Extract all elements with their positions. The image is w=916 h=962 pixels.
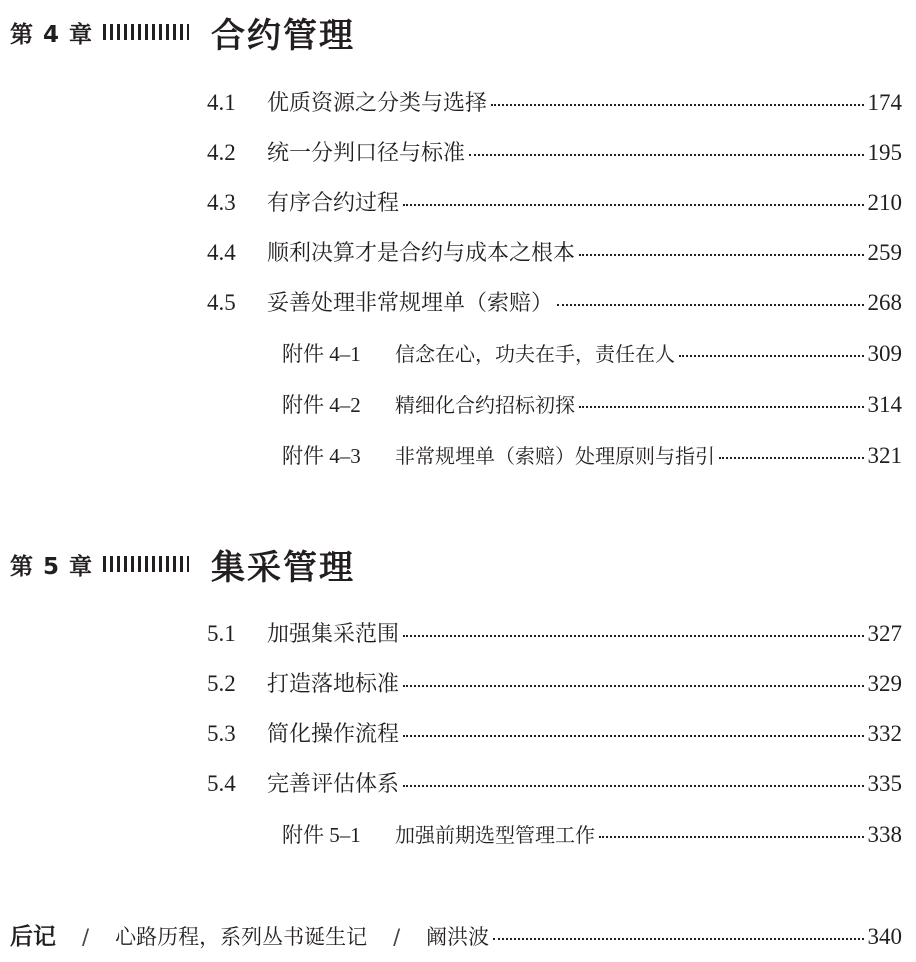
page-number: 332 [867, 721, 902, 746]
chapter-5-heading [10, 540, 355, 588]
page-number: 210 [867, 190, 902, 215]
page-number: 268 [867, 290, 902, 315]
toc-entry-4-1[interactable] [207, 86, 902, 118]
toc-attachment-4-2[interactable] [282, 389, 902, 421]
dot-leader [579, 406, 864, 408]
toc-entry-5-1[interactable] [207, 617, 902, 649]
dot-leader [403, 635, 863, 637]
dot-leader [579, 254, 863, 256]
section-title: 顺利决算才是合约与成本之根本 [267, 241, 576, 266]
page-number: 195 [867, 140, 902, 165]
toc-entry-4-4[interactable] [207, 236, 902, 268]
section-title: 完善评估体系 [267, 772, 400, 797]
section-number: 5.3 [207, 721, 236, 746]
chapter-title: 合约管理 [211, 15, 356, 56]
attachment-number: 附件 4–2 [282, 393, 361, 417]
section-number: 4.2 [207, 140, 236, 165]
toc-entry-5-2[interactable] [207, 667, 902, 699]
page-number: 329 [867, 671, 902, 696]
attachment-title: 非常规埋单（索赔）处理原则与指引 [395, 444, 715, 468]
page-number: 174 [867, 90, 902, 115]
attachment-number: 附件 4–1 [282, 342, 361, 366]
page-number: 321 [867, 443, 902, 468]
page-number: 340 [867, 924, 902, 949]
dot-leader [403, 735, 863, 737]
afterword-title: 心路历程，系列丛书诞生记 [115, 925, 368, 949]
section-number: 5.2 [207, 671, 236, 696]
page-number: 314 [867, 392, 902, 417]
dot-leader [403, 785, 863, 787]
section-title: 统一分判口径与标准 [267, 141, 466, 166]
toc-entry-5-3[interactable] [207, 717, 902, 749]
attachment-title: 精细化合约招标初探 [395, 393, 575, 417]
page-number: 335 [867, 771, 902, 796]
toc-afterword[interactable] [10, 918, 902, 954]
attachment-number: 附件 4–3 [282, 444, 361, 468]
section-title: 简化操作流程 [267, 722, 400, 747]
dot-leader [719, 457, 864, 459]
page-number: 327 [867, 621, 902, 646]
toc-attachment-4-1[interactable] [282, 338, 902, 370]
chapter-4-heading [10, 8, 355, 56]
page-number: 309 [867, 341, 902, 366]
afterword-label: 后记 [10, 924, 56, 950]
section-title: 加强集采范围 [267, 622, 400, 647]
toc-entry-5-4[interactable] [207, 767, 902, 799]
attachment-title: 加强前期选型管理工作 [395, 823, 595, 847]
decorative-bars [103, 556, 189, 572]
dot-leader [493, 938, 863, 940]
toc-entry-4-2[interactable] [207, 136, 902, 168]
toc-entry-4-3[interactable] [207, 186, 902, 218]
dot-leader [469, 154, 863, 156]
page-number: 338 [867, 822, 902, 847]
chapter-label: 第 5 章 [10, 553, 94, 580]
section-title: 妥善处理非常规埋单（索赔） [267, 291, 554, 316]
section-number: 5.4 [207, 771, 236, 796]
dot-leader [557, 304, 863, 306]
chapter-label: 第 4 章 [10, 21, 94, 48]
section-title: 优质资源之分类与选择 [267, 91, 488, 116]
attachment-title: 信念在心，功夫在手，责任在人 [395, 342, 675, 366]
section-number: 4.5 [207, 290, 236, 315]
section-title: 打造落地标准 [267, 672, 400, 697]
afterword-author: 阚洪波 [426, 925, 490, 949]
section-number: 5.1 [207, 621, 236, 646]
page-number: 259 [867, 240, 902, 265]
section-number: 4.1 [207, 90, 236, 115]
toc-attachment-5-1[interactable] [282, 819, 902, 851]
chapter-title: 集采管理 [211, 547, 356, 588]
decorative-bars [103, 24, 189, 40]
dot-leader [491, 104, 863, 106]
section-number: 4.3 [207, 190, 236, 215]
section-number: 4.4 [207, 240, 236, 265]
separator: / [393, 925, 401, 949]
dot-leader [403, 204, 863, 206]
separator: / [82, 925, 90, 949]
toc-entry-4-5[interactable] [207, 286, 902, 318]
section-title: 有序合约过程 [267, 191, 400, 216]
dot-leader [403, 685, 863, 687]
dot-leader [679, 355, 864, 357]
toc-attachment-4-3[interactable] [282, 440, 902, 472]
dot-leader [599, 836, 864, 838]
attachment-number: 附件 5–1 [282, 823, 361, 847]
